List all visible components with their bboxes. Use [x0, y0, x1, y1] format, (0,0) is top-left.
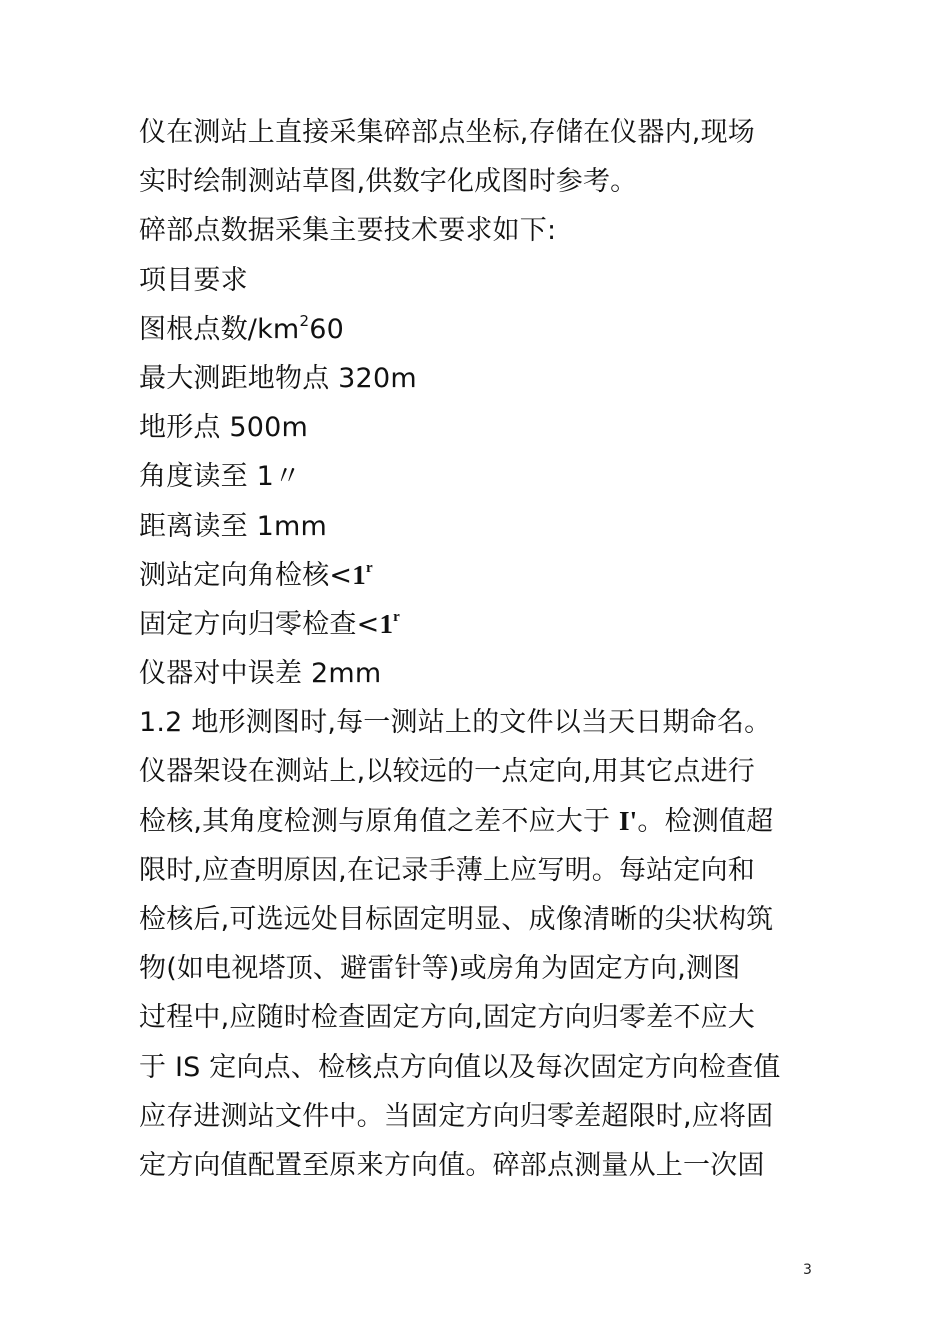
text-line: 应存进测站文件中。当固定方向归零差超限时,应将固	[139, 1100, 774, 1132]
orientation-superscript: r	[365, 559, 373, 576]
text-line: 检核后,可选远处目标固定明显、成像清晰的尖状构筑	[139, 904, 774, 935]
orientation-value: 1	[352, 559, 366, 590]
text-line: 于 IS 定向点、检核点方向值以及每次固定方向检查值	[139, 1051, 781, 1083]
orientation-label: 测站定向角检核<	[139, 559, 353, 591]
angle-tolerance-value: I'	[618, 805, 638, 836]
text-line: 过程中,应随时检查固定方向,固定方向归零差不应大	[139, 1002, 755, 1034]
text-line: 最大测距地物点 320m	[139, 362, 417, 394]
text-line: 仪器架设在测站上,以较远的一点定向,用其它点进行	[139, 756, 755, 788]
text-line: 角度读至 1〃	[139, 461, 302, 493]
page-number: 3	[803, 1262, 812, 1278]
density-label: 图根点数/km	[139, 313, 300, 345]
text-line-orientation-check	[139, 551, 829, 600]
text-line-density	[139, 305, 829, 354]
fixed-direction-label: 固定方向归零检查<	[139, 608, 380, 640]
density-superscript: 2	[299, 311, 310, 330]
document-body	[139, 108, 829, 1190]
text-line: 地形点 500m	[139, 412, 309, 444]
text-line: 1.2 地形测图时,每一测站上的文件以当天日期命名。	[139, 707, 772, 739]
text-line: 项目要求	[139, 264, 248, 296]
text-line: 物(如电视塔顶、避雷针等)或房角为固定方向,测图	[139, 953, 741, 985]
text-line: 碎部点数据采集主要技术要求如下:	[139, 215, 557, 247]
text-line: 仪器对中误差 2mm	[139, 658, 382, 690]
text-line: 仪在测站上直接采集碎部点坐标,存储在仪器内,现场	[139, 117, 755, 148]
fixed-direction-value: 1	[379, 608, 394, 639]
text-line-angle-tolerance	[139, 797, 829, 846]
density-value: 60	[309, 313, 344, 345]
text-line: 定方向值配置至原来方向值。碎部点测量从上一次固	[139, 1149, 765, 1181]
text-line-fixed-direction	[139, 600, 829, 649]
angle-tolerance-pre: 检核,其角度检测与原角值之差不应大于	[139, 805, 619, 837]
fixed-direction-superscript: r	[393, 608, 400, 625]
text-line: 限时,应查明原因,在记录手薄上应写明。每站定向和	[139, 854, 755, 886]
text-line: 实时绘制测站草图,供数字化成图时参考。	[139, 166, 638, 198]
text-line: 距离读至 1mm	[139, 510, 327, 542]
angle-tolerance-post: 。检测值超	[637, 805, 774, 837]
